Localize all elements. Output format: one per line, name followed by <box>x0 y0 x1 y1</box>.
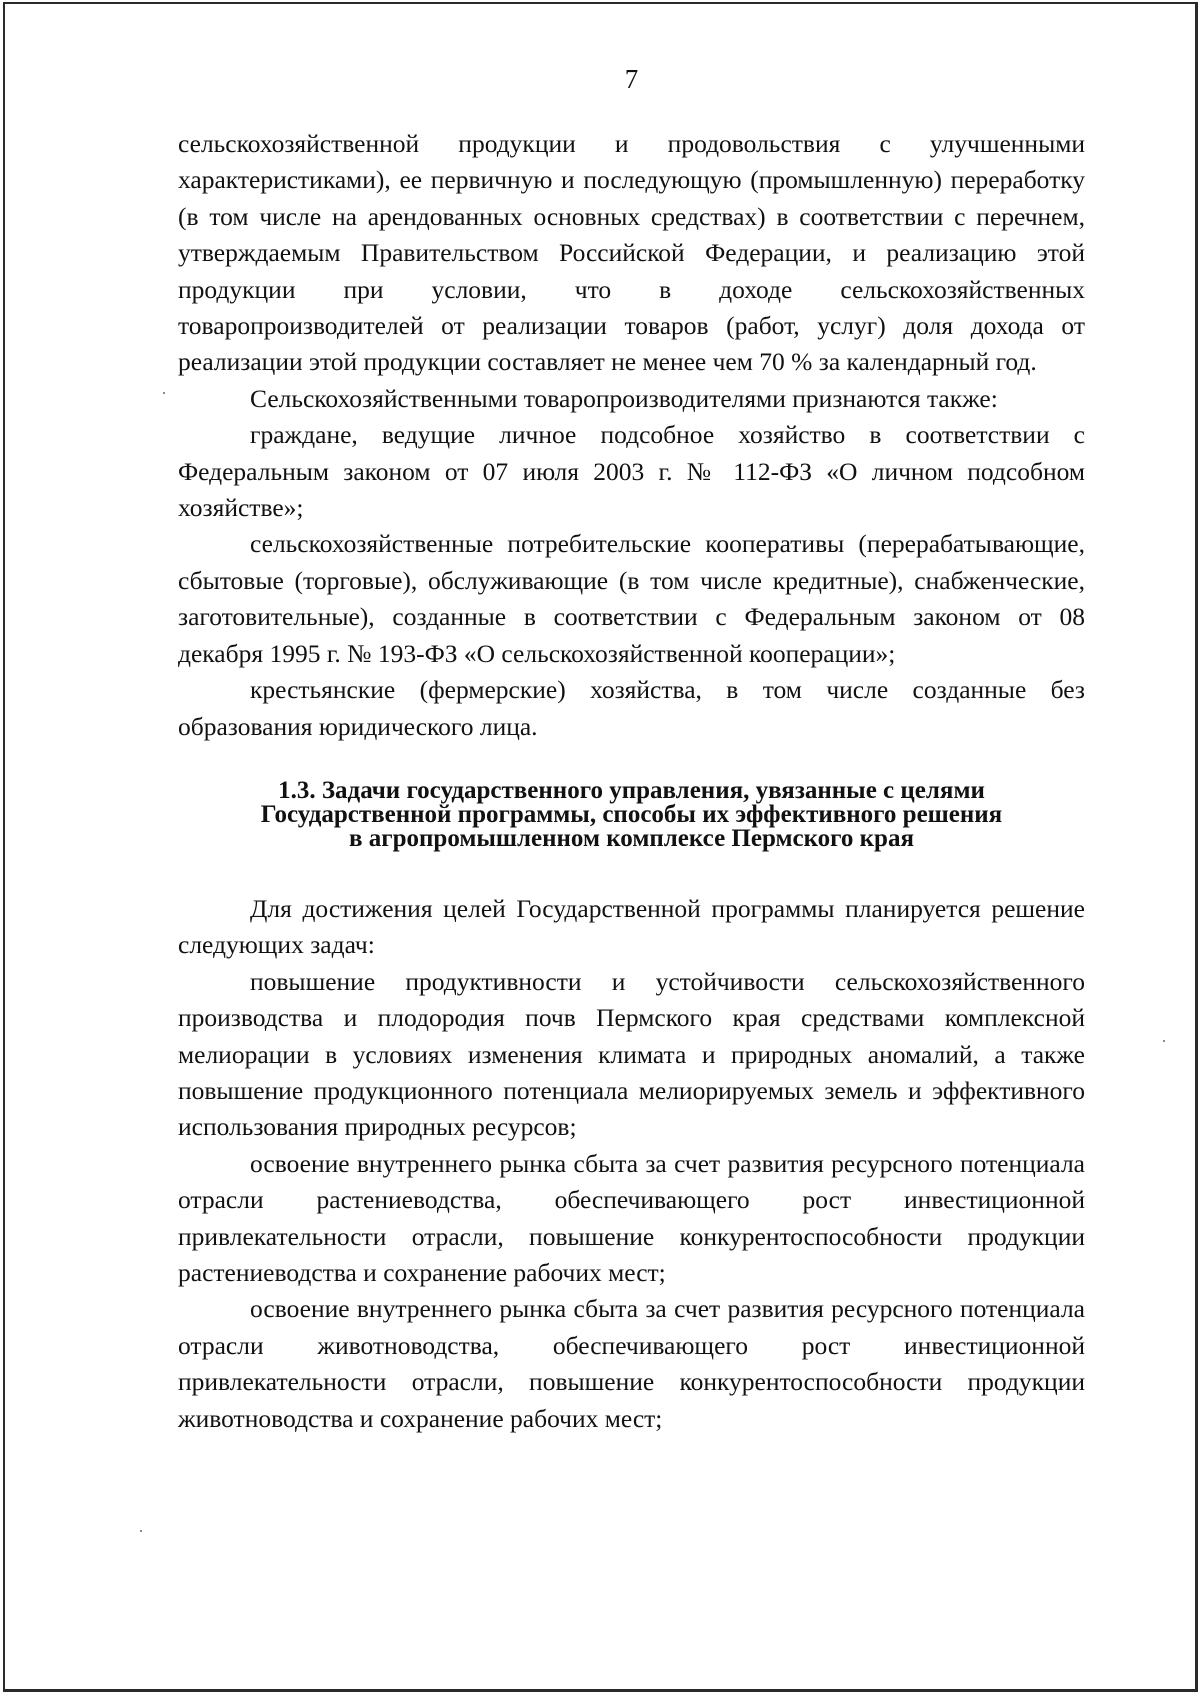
paragraph-citizens: граждане, ведущие личное подсобное хозяйство в соответствии с Федеральным законом от 07 июля 2003 г. № 112-ФЗ «О личном подсобном хозяйстве»; <box>178 420 1085 523</box>
body-text-after-heading <box>178 891 1085 1437</box>
paragraph-also-recognized: Сельскохозяйственными товаропроизводителями признаются также: <box>250 383 998 413</box>
paragraph-task-crop-production: освоение внутреннего рынка сбыта за счет развития ресурсного потенциала отрасли растениеводства, обеспечивающего рост инвестиционной привлекательности отрасли, повышение конкурентоспособности продукции растениеводства и сохранение рабочих мест; <box>178 1148 1085 1287</box>
section-heading-line: 1.3. Задачи государственного управления, увязанные с целями <box>278 776 985 804</box>
scan-speck <box>163 392 165 394</box>
section-heading-line: Государственной программы, способы их эффективного решения <box>260 800 1003 828</box>
section-heading <box>178 776 1085 852</box>
paragraph-cooperatives: сельскохозяйственные потребительские кооперативы (перерабатывающие, сбытовые (торговые), обслуживающие (в том числе кредитные), снабженческие, заготовительные), созданные в соответствии с Федеральным законом от 08 декабря 1995 г. № 193-ФЗ «О сельскохозяйственной кооперации»; <box>178 529 1085 668</box>
scan-speck <box>1163 1040 1165 1042</box>
scan-speck <box>140 1530 142 1532</box>
paragraph-tasks-intro: Для достижения целей Государственной программы планируется решение следующих задач: <box>178 893 1085 960</box>
paragraph-farms: крестьянские (фермерские) хозяйства, в том числе созданные без образования юридического лица. <box>178 675 1085 741</box>
document-page <box>178 64 1085 1437</box>
paragraph-task-livestock: освоение внутреннего рынка сбыта за счет развития ресурсного потенциала отрасли животноводства, обеспечивающего рост инвестиционной привлекательности отрасли, повышение конкурентоспособности продукции животноводства и сохранение рабочих мест; <box>178 1294 1085 1433</box>
section-heading-line: в агропромышленном комплексе Пермского края <box>349 824 914 852</box>
body-text-before-heading <box>178 126 1085 745</box>
paragraph-continuation: сельскохозяйственной продукции и продовольствия с улучшенными характеристиками), ее первичную и последующую (промышленную) переработку (в том числе на арендованных основных средствах) в соответствии с перечнем, утверждаемым Правительством Российской Федерации, и реализацию этой продукции при условии, что в доходе сельскохозяйственных товаропроизводителей от реализации товаров (работ, услуг) доля дохода от реализации этой продукции составляет не менее чем 70 % за календарный год. <box>178 129 1085 377</box>
paragraph-task-melioration: повышение продуктивности и устойчивости сельскохозяйственного производства и плодородия почв Пермского края средствами комплексной мелиорации в условиях изменения климата и природных аномалий, а также повышение продукционного потенциала мелиорируемых земель и эффективного использования природных ресурсов; <box>178 966 1085 1142</box>
page-number: 7 <box>624 64 639 94</box>
